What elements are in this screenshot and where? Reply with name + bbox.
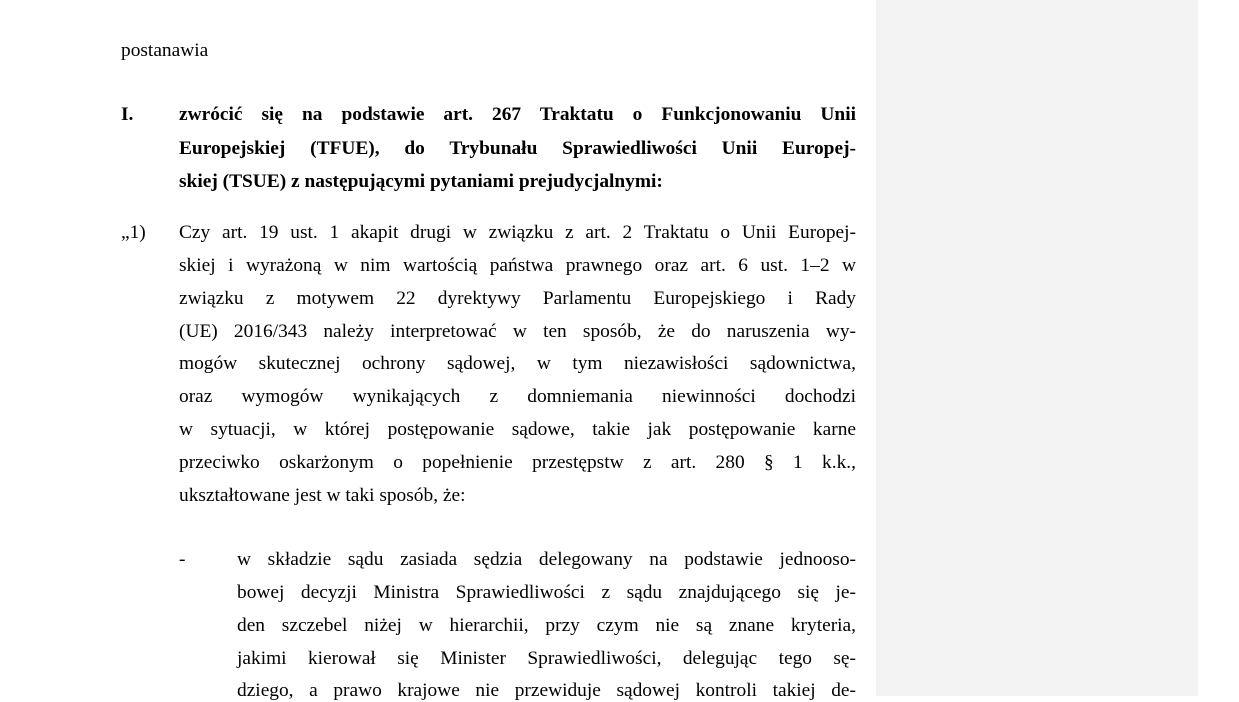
question-line: skiej i wyrażoną w nim wartością państwa prawnego oraz art. 6 ust. 1–2 w: [179, 255, 856, 276]
question-line: w sytuacji, w której postępowanie sądowe, takie jak postępowanie karne: [179, 419, 856, 440]
section-number: I.: [121, 104, 134, 125]
bullet-marker: -: [179, 549, 186, 570]
bullet-line: den szczebel niżej w hierarchii, przy czym nie są znane kryteria,: [237, 615, 856, 636]
bullet-line: w składzie sądu zasiada sędzia delegowany na podstawie jednooso-: [237, 549, 856, 570]
question-line: mogów skutecznej ochrony sądowej, w tym niezawisłości sądownictwa,: [179, 353, 856, 374]
question-line: ukształtowane jest w taki sposób, że:: [179, 485, 466, 506]
decision-word: postanawia: [121, 40, 209, 61]
bullet-line: jakimi kierował się Minister Sprawiedliwości, delegując tego sę-: [237, 648, 856, 669]
question-line: oraz wymogów wynikających z domniemania niewinności dochodzi: [179, 386, 856, 407]
section-line: Europejskiej (TFUE), do Trybunału Sprawiedliwości Unii Europej-: [179, 138, 856, 159]
question-line: związku z motywem 22 dyrektywy Parlamentu Europejskiego i Rady: [179, 288, 856, 309]
question-number: „1): [121, 222, 146, 243]
question-line: Czy art. 19 ust. 1 akapit drugi w związku z art. 2 Traktatu o Unii Europej-: [179, 222, 856, 243]
question-line: (UE) 2016/343 należy interpretować w ten sposób, że do naruszenia wy-: [179, 321, 856, 342]
section-line: zwrócić się na podstawie art. 267 Traktatu o Funkcjonowaniu Unii: [179, 104, 856, 125]
bullet-line: dziego, a prawo krajowe nie przewiduje sądowej kontroli takiej de-: [237, 680, 856, 701]
section-line: skiej (TSUE) z następującymi pytaniami prejudycjalnymi:: [179, 171, 663, 192]
bullet-line: bowej decyzji Ministra Sprawiedliwości z sądu znajdującego się je-: [237, 582, 856, 603]
side-panel: [876, 0, 1198, 696]
right-margin-strip: [1198, 0, 1239, 696]
question-line: przeciwko oskarżonym o popełnienie przestępstw z art. 280 § 1 k.k.,: [179, 452, 856, 473]
